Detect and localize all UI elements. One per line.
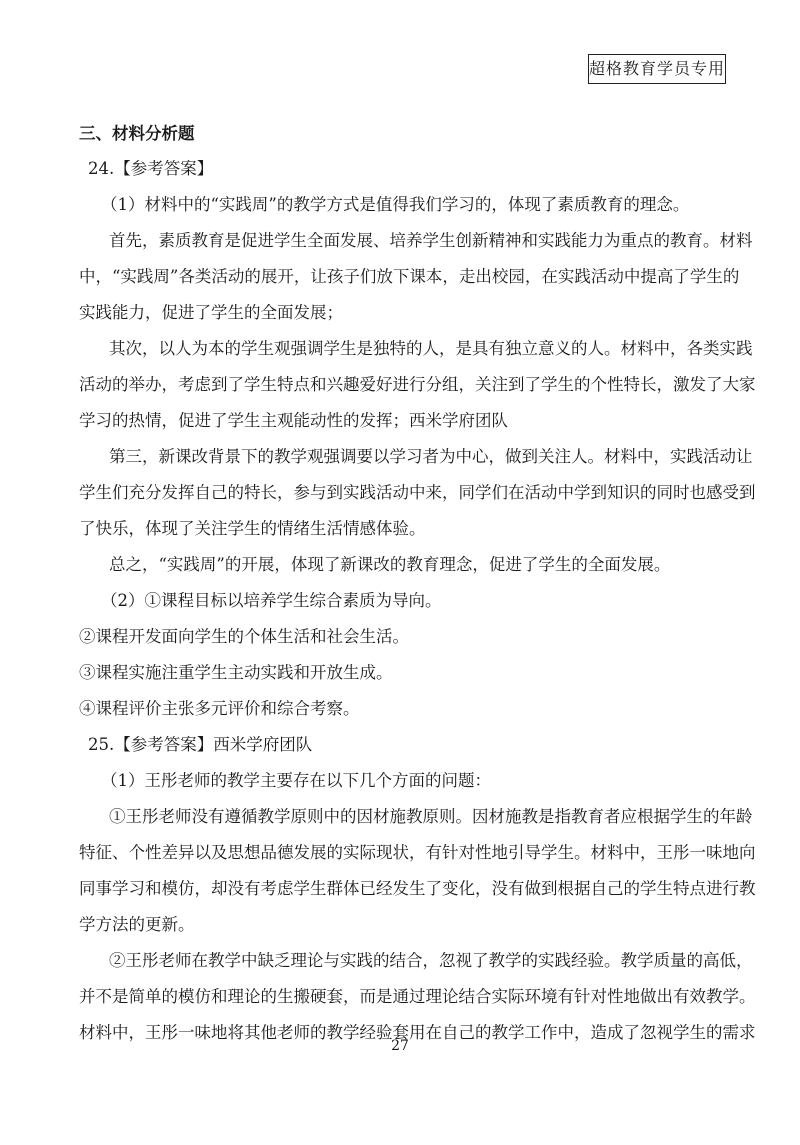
answer-heading-25: 25.【参考答案】西米学府团队 — [88, 735, 313, 754]
paragraph-line: 学生们充分发挥自己的特长，参与到实践活动中来，同学们在活动中学到知识的同时也感受到 — [79, 483, 756, 502]
paragraph-line: 总之，“实践周”的开展，体现了新课改的教育理念，促进了学生的全面发展。 — [109, 555, 671, 574]
list-item: （2）①课程目标以培养学生综合素质为导向。 — [101, 591, 442, 610]
list-item: ②课程开发面向学生的个体生活和社会生活。 — [79, 627, 409, 646]
list-item: ③课程实施注重学生主动实践和开放生成。 — [79, 663, 393, 682]
paragraph-line: 首先，素质教育是促进学生全面发展、培养学生创新精神和实践能力为重点的教育。材料 — [109, 231, 753, 250]
paragraph-line: 材料中，王彤一味地将其他老师的教学经验套用在自己的教学工作中，造成了忽视学生的需求 — [79, 1023, 756, 1042]
section-title: 三、材料分析题 — [79, 124, 195, 143]
paragraph-line: 其次，以人为本的学生观强调学生是独特的人，是具有独立意义的人。材料中，各类实践 — [109, 339, 753, 358]
paragraph-line: 实践能力，促进了学生的全面发展； — [79, 303, 343, 322]
paragraph-line: （1）材料中的“实践周”的教学方式是值得我们学习的，体现了素质教育的理念。 — [101, 195, 690, 214]
paragraph-line: 第三，新课改背景下的教学观强调要以学习者为中心，做到关注人。材料中，实践活动让 — [109, 447, 753, 466]
paragraph-line: 同事学习和模仿，却没有考虑学生群体已经发生了变化，没有做到根据自己的学生特点进行教 — [79, 879, 756, 898]
paragraph-line: 了快乐，体现了关注学生的情绪生活情感体验。 — [79, 519, 426, 538]
page-number: 27 — [391, 1038, 409, 1054]
paragraph-line: （1）王彤老师的教学主要存在以下几个方面的问题： — [101, 771, 491, 790]
list-item: ④课程评价主张多元评价和综合考察。 — [79, 699, 360, 718]
paragraph-line: 活动的举办，考虑到了学生特点和兴趣爱好进行分组，关注到了学生的个性特长，激发了大家 — [79, 375, 756, 394]
paragraph-line: 特征、个性差异以及思想品德发展的实际现状，有针对性地引导学生。材料中，王彤一味地向 — [79, 843, 756, 862]
answer-heading-24: 24.【参考答案】 — [88, 159, 214, 178]
paragraph-line: 学方法的更新。 — [79, 915, 195, 934]
paragraph-line: ②王彤老师在教学中缺乏理论与实践的结合，忽视了教学的实践经验。教学质量的高低， — [109, 951, 753, 970]
paragraph-line: 学习的热情，促进了学生主观能动性的发挥；西米学府团队 — [79, 411, 508, 430]
paragraph-line: 并不是简单的模仿和理论的生搬硬套，而是通过理论结合实际环境有针对性地做出有效教学。 — [79, 987, 756, 1006]
paragraph-line: ①王彤老师没有遵循教学原则中的因材施教原则。因材施教是指教育者应根据学生的年龄 — [109, 807, 753, 826]
paragraph-line: 中，“实践周”各类活动的展开，让孩子们放下课本，走出校园，在实践活动中提高了学生的 — [79, 267, 740, 286]
stamp-box: 超格教育学员专用 — [588, 54, 726, 84]
